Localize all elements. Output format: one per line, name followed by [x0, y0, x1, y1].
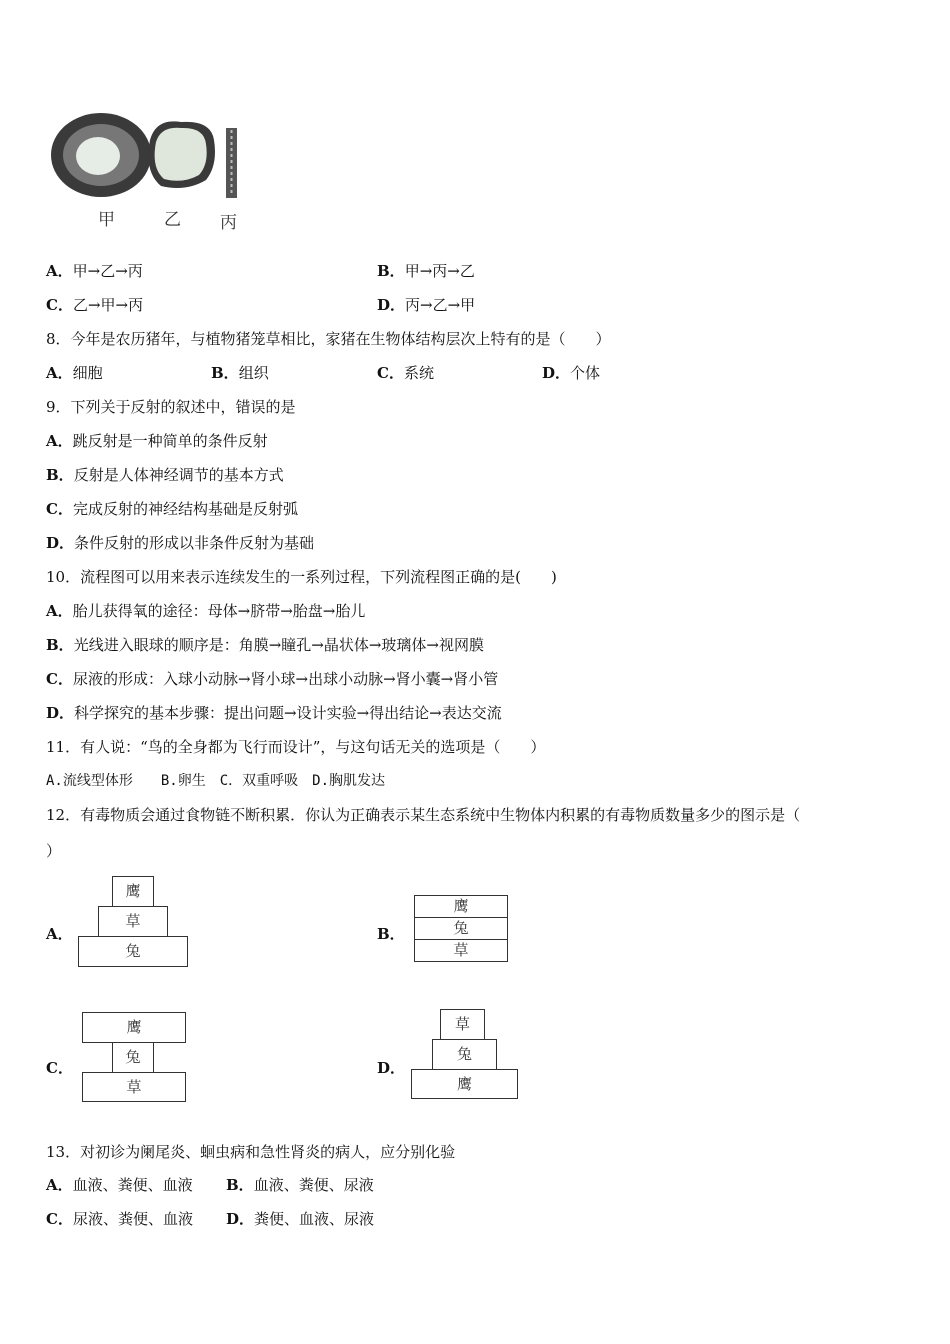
q11-stem: 11．有人说：“鸟的全身都为飞行而设计”，与这句话无关的选项是（ ） — [46, 738, 546, 756]
column-b-middle: 兔 — [414, 917, 508, 940]
pyramid-a-bottom: 兔 — [78, 936, 188, 967]
column-b-bottom: 草 — [414, 939, 508, 962]
q9-option-c[interactable]: C．完成反射的神经结构基础是反射弧 — [46, 500, 298, 518]
q10-stem: 10．流程图可以用来表示连续发生的一系列过程，下列流程图正确的是( ) — [46, 568, 557, 586]
q9-stem: 9．下列关于反射的叙述中，错误的是 — [46, 398, 296, 416]
q13-option-c[interactable]: C．尿液、粪便、血液 — [46, 1210, 193, 1228]
q8-option-c[interactable]: C．系统 — [377, 364, 434, 382]
q12-option-a-label[interactable]: A． — [46, 925, 73, 943]
pyramid-d-middle: 兔 — [432, 1039, 497, 1070]
q12-option-c-label[interactable]: C． — [46, 1059, 73, 1077]
pyramid-d-top: 草 — [440, 1009, 485, 1040]
q8-stem: 8．今年是农历猪年，与植物猪笼草相比，家猪在生物体结构层次上特有的是（ ） — [46, 330, 611, 348]
q7-option-d[interactable]: D．丙→乙→甲 — [377, 296, 476, 314]
q13-stem: 13．对初诊为阑尾炎、蛔虫病和急性肾炎的病人，应分别化验 — [46, 1143, 456, 1161]
q12-option-b-label[interactable]: B． — [377, 925, 405, 943]
hourglass-c-top: 鹰 — [82, 1012, 186, 1043]
q7-option-a[interactable]: A．甲→乙→丙 — [46, 262, 143, 280]
q11-options[interactable]: A.流线型体形 B.卵生 C．双重呼吸 D.胸肌发达 — [46, 773, 385, 789]
q13-option-a[interactable]: A．血液、粪便、血液 — [46, 1176, 193, 1194]
pyramid-a-top: 鹰 — [112, 876, 154, 907]
q12-option-d-diagram[interactable] — [411, 1009, 518, 1099]
column-b-top: 鹰 — [414, 895, 508, 918]
q13-option-d[interactable]: D．粪便、血液、尿液 — [226, 1210, 375, 1228]
q10-option-d[interactable]: D．科学探究的基本步骤：提出问题→设计实验→得出结论→表达交流 — [46, 704, 502, 722]
q9-option-b[interactable]: B．反射是人体神经调节的基本方式 — [46, 466, 284, 484]
hourglass-c-bottom: 草 — [82, 1072, 186, 1102]
q8-option-b[interactable]: B．组织 — [211, 364, 269, 382]
q10-option-b[interactable]: B．光线进入眼球的顺序是：角膜→瞳孔→晶状体→玻璃体→视网膜 — [46, 636, 484, 654]
figure-label-bing: 丙 — [220, 213, 237, 233]
pyramid-d-bottom: 鹰 — [411, 1069, 518, 1099]
q13-option-b[interactable]: B．血液、粪便、尿液 — [226, 1176, 374, 1194]
q10-option-a[interactable]: A．胎儿获得氧的途径：母体→脐带→胎盘→胎儿 — [46, 602, 366, 620]
hourglass-c-middle: 兔 — [112, 1042, 154, 1073]
q7-figure — [46, 100, 256, 245]
q8-option-d[interactable]: D．个体 — [542, 364, 601, 382]
q8-option-a[interactable]: A．细胞 — [46, 364, 103, 382]
q12-stem-line1: 12．有毒物质会通过食物链不断积累．你认为正确表示某生态系统中生物体内积累的有毒物质数量多少的图示是（ — [46, 806, 801, 824]
q12-option-b-diagram[interactable] — [414, 895, 508, 963]
figure-label-jia: 甲 — [98, 210, 115, 230]
q9-option-d[interactable]: D．条件反射的形成以非条件反射为基础 — [46, 534, 315, 552]
q12-option-c-diagram[interactable] — [82, 1012, 186, 1102]
pyramid-a-middle: 草 — [98, 906, 168, 937]
q12-stem-line2: ） — [46, 842, 62, 860]
q9-option-a[interactable]: A．跳反射是一种简单的条件反射 — [46, 432, 268, 450]
q12-option-d-label[interactable]: D． — [377, 1059, 406, 1077]
q12-option-a-diagram[interactable] — [78, 876, 188, 968]
q7-option-b[interactable]: B．甲→丙→乙 — [377, 262, 475, 280]
figure-label-yi: 乙 — [164, 210, 181, 230]
q7-option-c[interactable]: C．乙→甲→丙 — [46, 296, 144, 314]
q10-option-c[interactable]: C．尿液的形成：入球小动脉→肾小球→出球小动脉→肾小囊→肾小管 — [46, 670, 499, 688]
